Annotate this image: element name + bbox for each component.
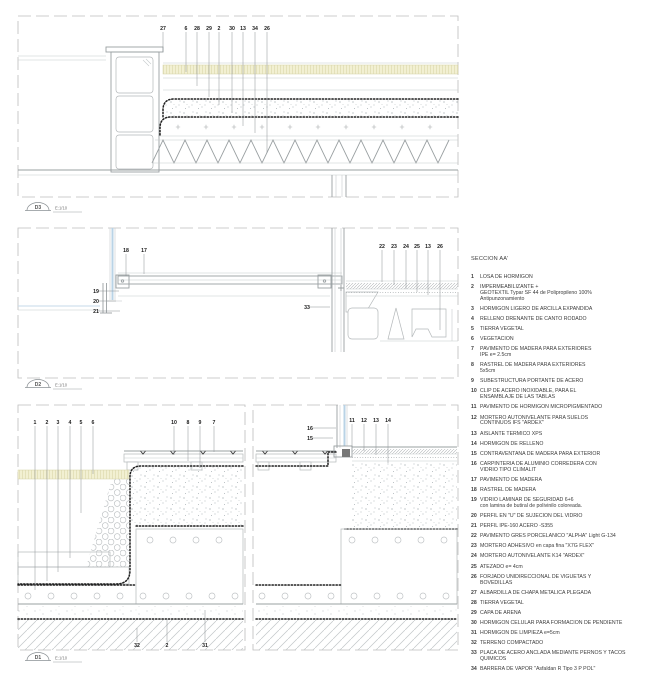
- legend-item-text: CONTRAVENTANA DE MADERA PARA EXTERIOR: [480, 450, 601, 457]
- concrete-fill-left: [131, 467, 243, 526]
- legend-item-number: 2: [471, 284, 474, 291]
- callout-d1-16: 16: [307, 426, 313, 432]
- legend-item: [471, 534, 653, 540]
- joist-web: [388, 308, 404, 339]
- legend-item-number: 15: [471, 450, 477, 457]
- legend-item-number: 31: [471, 629, 477, 636]
- legend-item: [471, 667, 653, 673]
- legend-item: [471, 307, 653, 313]
- legend-item-number: 34: [471, 666, 477, 673]
- legend-item-text: ALBARDILLA DE CHAPA METALICA PLEGADA: [480, 589, 592, 596]
- axis-crosshair: [338, 285, 344, 291]
- legend-item: [471, 544, 653, 550]
- legend-item-text: TIERRA VEGETAL: [480, 599, 524, 606]
- legend-item: [471, 317, 653, 323]
- legend-item-text: TIERRA VEGETAL: [480, 326, 524, 333]
- detail-d3-drawing: [18, 16, 458, 197]
- legend-item-number: 3: [471, 306, 474, 312]
- legend-item: [471, 591, 653, 597]
- legend-item-number: 4: [471, 316, 474, 323]
- legend-item-number: 14: [471, 440, 477, 447]
- legend-title: SECCION AA': [471, 256, 509, 262]
- detail-scale-d1: E:1/10: [55, 655, 68, 661]
- legend-item-text: RASTREL DE MADERA: [480, 486, 537, 493]
- legend-items: [471, 275, 653, 673]
- d2-cut-frame: [18, 228, 458, 378]
- drainage-pebbles: [86, 479, 130, 567]
- albardilla-cap: [106, 47, 163, 52]
- callout-d1-12: 12: [361, 418, 367, 424]
- lightweight-concrete-band: [18, 567, 129, 584]
- blinding-concrete-right: [256, 606, 457, 617]
- callout-d3-26: 26: [264, 26, 270, 32]
- legend-item: [471, 621, 653, 627]
- blinding-concrete-left: [18, 606, 243, 617]
- legend-item-text: HORMIGON LIGERO DE ARCILLA EXPANDIDA: [480, 306, 593, 312]
- vegetation-layer: [163, 65, 458, 74]
- ipe-beam: [348, 308, 378, 339]
- callout-d3-30: 30: [229, 26, 235, 32]
- callout-d1-3: 3: [56, 420, 60, 426]
- legend-item: [471, 611, 653, 617]
- legend-item-number: 19: [471, 497, 477, 504]
- callout-d3-29: 29: [206, 26, 212, 32]
- legend-item-number: 12: [471, 414, 477, 421]
- legend-item-number: 17: [471, 476, 477, 483]
- legend-item-text: AISLANTE TERMICO XPS: [480, 430, 543, 437]
- callout-d3-13: 13: [240, 26, 246, 32]
- joist-slab-zigzag: [152, 140, 449, 163]
- legend-item-text: IMPERMEABILIZANTE + GEOTEXTIL Typar SF 44 de Polipropileno 100% Antipunzonamiento: [480, 284, 592, 302]
- legend-item: [471, 363, 653, 375]
- legend-item-number: 27: [471, 589, 477, 596]
- legend-item-text: PAVIMENTO DE MADERA PARA EXTERIORES IPE e= 2.5cm: [480, 346, 592, 359]
- legend-item: [471, 498, 653, 510]
- callout-d2-33: 33: [304, 305, 310, 311]
- legend-item: [471, 651, 653, 663]
- legend-item-text: MORTERO AUTONIVELANTE PARA SUELOS CONTINUOS IFS "ARDEX": [480, 414, 589, 427]
- legend-item-text: LOSA DE HORMIGON: [480, 274, 533, 280]
- callout-d3-2: 2: [217, 26, 221, 32]
- slab-rebar-circles: [25, 537, 449, 599]
- legend-item: [471, 575, 653, 587]
- legend-item-number: 30: [471, 619, 477, 626]
- screed-marks: [176, 125, 432, 129]
- callout-d3-34: 34: [252, 26, 258, 32]
- legend-item-number: 1: [471, 274, 474, 280]
- detail-label-d3: [25, 203, 82, 213]
- callout-d1-4: 4: [68, 420, 72, 426]
- legend-item-number: 21: [471, 523, 477, 530]
- legend-item-number: 25: [471, 563, 477, 570]
- callout-d2-21: 21: [93, 309, 99, 315]
- legend-item: [471, 565, 653, 571]
- callout-d2-23: 23: [391, 244, 397, 250]
- callout-d2-20: 20: [93, 299, 99, 305]
- legend-item-number: 7: [471, 346, 474, 353]
- detail-id-d2: D2: [34, 382, 42, 388]
- callout-d1-2: 2: [45, 420, 49, 426]
- callout-d3-28: 28: [194, 26, 200, 32]
- lightweight-concrete-layer: [164, 100, 458, 116]
- callout-d1-10: 10: [171, 420, 177, 426]
- legend-item-text: SUBESTRUCTURA PORTANTE DE ACERO: [480, 378, 584, 385]
- callout-d1-15: 15: [307, 436, 313, 442]
- legend-item-text: TERRENO COMPACTADO: [480, 640, 544, 647]
- porcelain-floor-layers: [346, 283, 458, 289]
- legend-item-text: RASTREL DE MADERA PARA EXTERIORES 5x5cm: [480, 362, 586, 375]
- legend-item: [471, 442, 653, 448]
- legend-item-text: PLACA DE ACERO ANCLADA MEDIANTE PERNOS Y TACOS QUIMICOS: [480, 650, 626, 663]
- callout-d2-25: 25: [414, 244, 420, 250]
- concrete-slab-right: [341, 529, 457, 604]
- callout-d1-31: 31: [202, 643, 208, 649]
- bovedilla-block: [412, 309, 446, 337]
- legend-item-text: RELLENO DRENANTE DE CANTO RODADO: [480, 316, 587, 323]
- legend-item: [471, 379, 653, 385]
- callout-d1-13: 13: [373, 418, 379, 424]
- callout-d1-14: 14: [385, 418, 391, 424]
- legend: [471, 256, 653, 677]
- legend-item-number: 22: [471, 533, 477, 540]
- callout-d2-13: 13: [425, 244, 431, 250]
- legend-item: [471, 327, 653, 333]
- legend-item-text: PERFIL IPE-160 ACERO -S355: [480, 523, 554, 530]
- vapour-barrier: [160, 117, 458, 136]
- legend-item-number: 5: [471, 326, 474, 333]
- legend-item-text: HORMIGON DE LIMPIEZA e=5cm: [480, 629, 560, 636]
- legend-item-number: 24: [471, 553, 477, 560]
- legend-item-text: ATEZADO e= 4cm: [480, 563, 523, 570]
- compacted-ground-left: [18, 620, 243, 650]
- legend-item-text: PAVIMENTO DE HORMIGON MICROPIGMENTADO: [480, 404, 603, 411]
- legend-item: [471, 452, 653, 458]
- legend-item-number: 8: [471, 362, 474, 369]
- legend-item: [471, 601, 653, 607]
- legend-item: [471, 641, 653, 647]
- deck-clip-marks: [141, 451, 328, 454]
- concrete-fill-right: [352, 461, 457, 527]
- legend-item: [471, 631, 653, 637]
- legend-item-text: CAPA DE ARENA: [480, 609, 522, 616]
- detail-label-d2: [25, 380, 82, 390]
- detail-scale-d3: E:1/10: [55, 205, 68, 211]
- callout-d2-26: 26: [437, 244, 443, 250]
- legend-item-number: 23: [471, 543, 477, 550]
- callout-d3-27: 27: [160, 26, 166, 32]
- legend-item-text: PAVIMENTO DE MADERA: [480, 476, 542, 483]
- legend-item-number: 13: [471, 430, 477, 437]
- callout-d1-5: 5: [79, 420, 83, 426]
- legend-item: [471, 524, 653, 530]
- legend-item-text: MORTERO AUTONIVELANTE K14 "ARDEX": [480, 553, 585, 560]
- interior-floor-layers: [352, 449, 457, 454]
- legend-item-number: 11: [471, 404, 477, 411]
- legend-item: [471, 514, 653, 520]
- legend-item-number: 18: [471, 486, 477, 493]
- detail-scale-d2: E:1/10: [55, 382, 68, 388]
- vegetation-band: [18, 470, 129, 479]
- legend-item-number: 26: [471, 573, 477, 580]
- legend-item: [471, 432, 653, 438]
- callout-d3-6: 6: [184, 26, 188, 32]
- legend-item: [471, 285, 653, 303]
- legend-item-text: CARPINTERIA DE ALUMINIO CORREDERA CON VIDRIO TIPO CLIMALIT: [480, 460, 597, 473]
- legend-item: [471, 275, 653, 281]
- legend-item: [471, 488, 653, 494]
- legend-item-number: 10: [471, 388, 477, 395]
- compacted-ground-right: [256, 620, 457, 650]
- callout-d1-9: 9: [198, 420, 202, 426]
- legend-item-text: BARRERA DE VAPOR "Asfaldan R Tipo 3 P POL": [480, 666, 596, 673]
- legend-item-text: PAVIMENTO GRES PORCELANICO "ALPHA" Light G-134: [480, 533, 616, 540]
- legend-item-text: CLIP DE ACERO INOXIDABLE, PARA EL ENSAMBLAJE DE LAS TABLAS: [480, 388, 577, 401]
- legend-item-text: VEGETACION: [480, 336, 514, 343]
- detail-id-d3: D3: [34, 205, 42, 211]
- detail-label-d1: [25, 653, 82, 663]
- callout-d2-19: 19: [93, 289, 99, 295]
- legend-item-number: 16: [471, 460, 477, 467]
- legend-item: [471, 405, 653, 411]
- callout-d1-7: 7: [212, 420, 216, 426]
- callout-d1-8: 8: [186, 420, 190, 426]
- callout-d1-2: 2: [165, 643, 169, 649]
- callout-d2-24: 24: [403, 244, 409, 250]
- legend-item-number: 29: [471, 609, 477, 616]
- callout-d1-6: 6: [91, 420, 95, 426]
- callout-d1-32: 32: [134, 643, 140, 649]
- legend-item: [471, 462, 653, 474]
- callout-d2-18: 18: [123, 248, 129, 254]
- detail-d1-drawing: [18, 405, 458, 650]
- legend-item-number: 28: [471, 599, 477, 606]
- legend-item: [471, 389, 653, 401]
- legend-item: [471, 478, 653, 484]
- legend-item-number: 32: [471, 640, 477, 647]
- legend-item-text: FORJADO UNIDIRECCIONAL DE VIGUETAS Y BOVEDILLAS: [480, 573, 592, 586]
- callout-d2-17: 17: [141, 248, 147, 254]
- legend-item-text: PERFIL EN "U" DE SUJECION DEL VIDRIO: [480, 513, 583, 520]
- legend-item-number: 9: [471, 378, 474, 385]
- callout-d1-1: 1: [33, 420, 37, 426]
- legend-item-text: HORMIGON DE RELLENO: [480, 440, 544, 447]
- legend-item: [471, 347, 653, 359]
- legend-item-text: VIDRIO LAMINAR DE SEGURIDAD 6+6 con lamina de butiral de polivinilo coloreada.: [480, 497, 583, 509]
- legend-item: [471, 416, 653, 428]
- legend-item-number: 6: [471, 336, 474, 343]
- legend-item: [471, 554, 653, 560]
- detail-id-d1: D1: [34, 655, 42, 661]
- detail-d2-drawing: [18, 228, 458, 378]
- legend-item-number: 20: [471, 513, 477, 520]
- legend-item: [471, 337, 653, 343]
- callout-d2-22: 22: [379, 244, 385, 250]
- legend-item-number: 33: [471, 650, 477, 657]
- legend-item-text: HORMIGON CELULAR PARA FORMACION DE PENDIENTE: [480, 619, 623, 626]
- callout-d1-11: 11: [349, 418, 355, 424]
- legend-item-text: MORTERO ADHESIVO en capa fina "X7G FLEX": [480, 543, 595, 550]
